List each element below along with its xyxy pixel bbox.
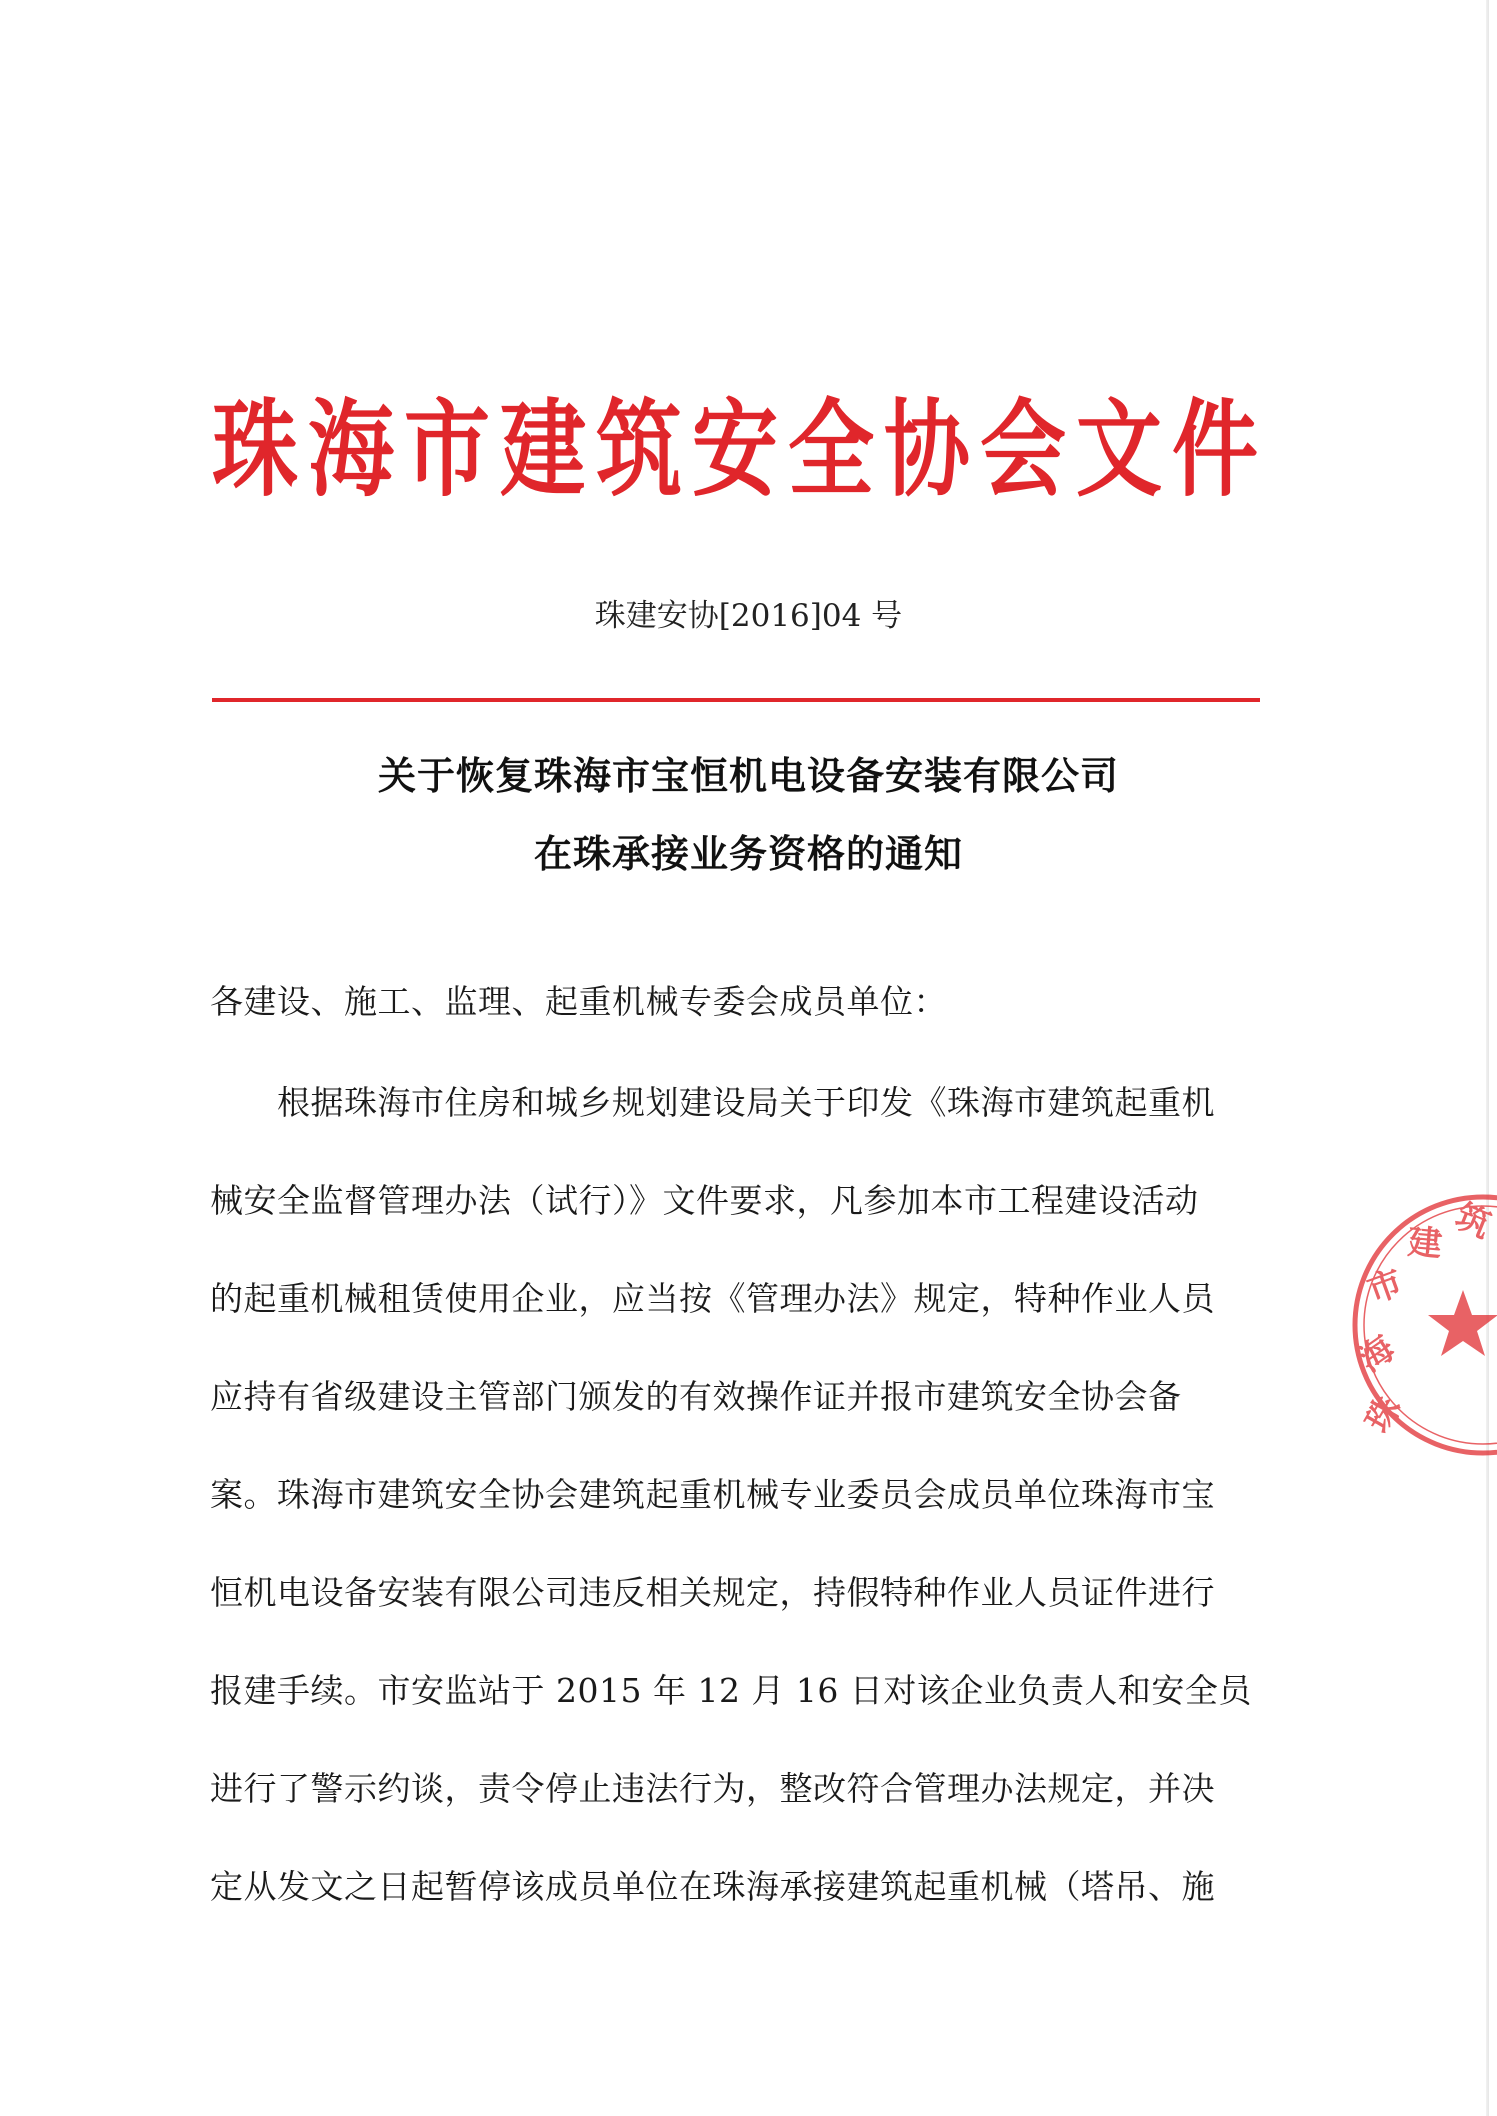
official-seal bbox=[1325, 1185, 1497, 1475]
body-line: 的起重机械租赁使用企业，应当按《管理办法》规定，特种作业人员 bbox=[210, 1279, 1215, 1318]
body-line: 进行了警示约谈，责令停止违法行为，整改符合管理办法规定，并决 bbox=[210, 1769, 1215, 1808]
svg-text:海: 海 bbox=[1351, 1328, 1403, 1381]
body-line: 案。珠海市建筑安全协会建筑起重机械专业委员会成员单位珠海市宝 bbox=[210, 1475, 1215, 1514]
document-number: 珠建安协[2016]04 号 bbox=[594, 598, 903, 634]
masthead-title: 珠海市建筑安全协会文件 bbox=[212, 389, 1268, 512]
notice-title-line-2: 在珠承接业务资格的通知 bbox=[533, 832, 963, 876]
svg-text:市: 市 bbox=[1362, 1262, 1409, 1312]
page-edge bbox=[1486, 0, 1489, 2116]
body-line: 械安全监督管理办法（试行）》文件要求，凡参加本市工程建设活动 bbox=[210, 1181, 1199, 1220]
notice-title-line-1: 关于恢复珠海市宝恒机电设备安装有限公司 bbox=[377, 754, 1119, 798]
svg-text:珠: 珠 bbox=[1358, 1390, 1410, 1440]
salutation: 各建设、施工、监理、起重机械专委会成员单位： bbox=[210, 982, 947, 1021]
seal-star-icon bbox=[1428, 1290, 1497, 1356]
body-line: 报建手续。市安监站于 2015 年 12 月 16 日对该企业负责人和安全员 bbox=[210, 1671, 1252, 1710]
red-divider bbox=[212, 698, 1260, 702]
seal-graphic bbox=[1325, 1185, 1497, 1475]
svg-text:筑: 筑 bbox=[1449, 1196, 1497, 1247]
body-line: 恒机电设备安装有限公司违反相关规定，持假特种作业人员证件进行 bbox=[210, 1573, 1215, 1612]
body-line: 根据珠海市住房和城乡规划建设局关于印发《珠海市建筑起重机 bbox=[210, 1083, 1215, 1122]
body-line: 定从发文之日起暂停该成员单位在珠海承接建筑起重机械（塔吊、施 bbox=[210, 1867, 1215, 1906]
body-line: 应持有省级建设主管部门颁发的有效操作证并报市建筑安全协会备 bbox=[210, 1377, 1182, 1416]
svg-text:建: 建 bbox=[1406, 1222, 1444, 1265]
